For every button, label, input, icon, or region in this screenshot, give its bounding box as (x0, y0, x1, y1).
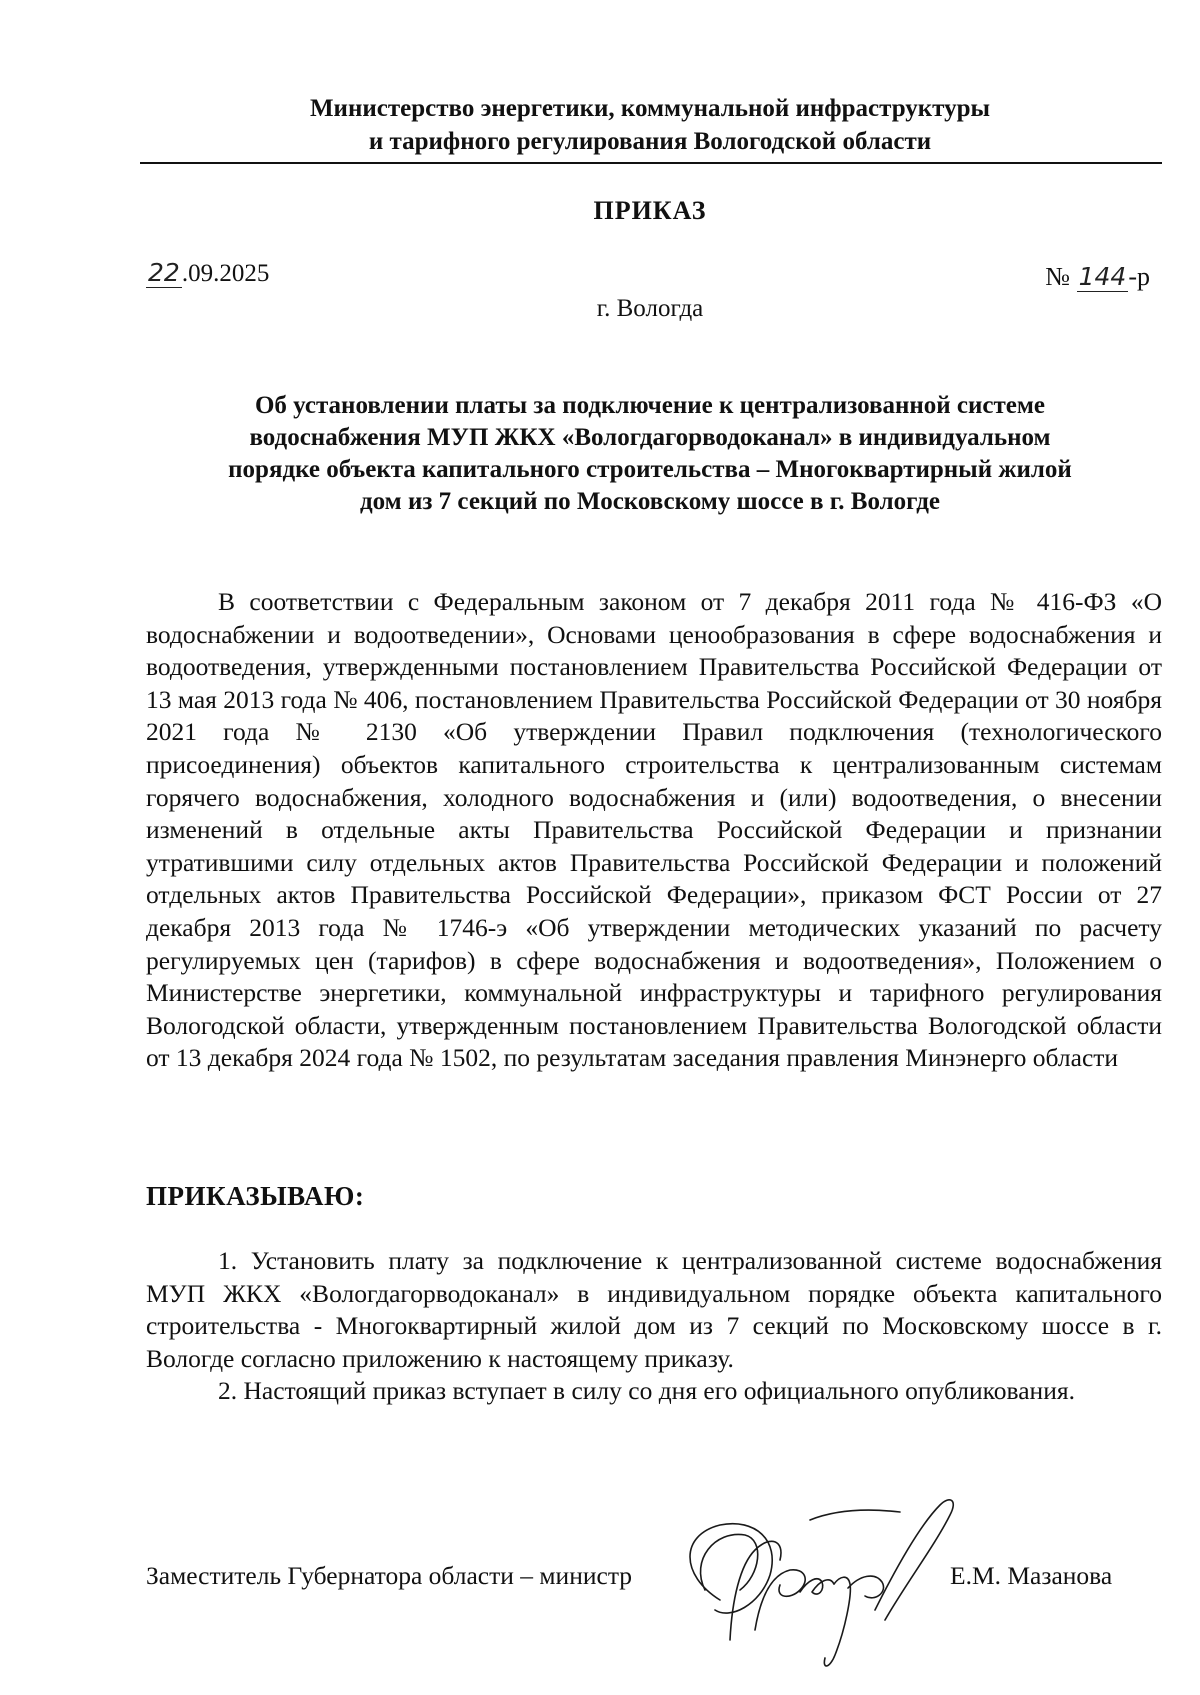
ministry-header (140, 92, 1160, 158)
handwritten-signature-icon (660, 1480, 970, 1680)
order-number (1045, 262, 1150, 292)
order-city: г. Вологда (596, 295, 704, 322)
date-month-year: .09.2025 (181, 260, 270, 287)
ministry-header-line-1: Министерство энергетики, коммунальной инфраструктуры (309, 95, 991, 122)
preamble-paragraph: В соответствии с Федеральным законом от 7 декабря 2011 года № 416-ФЗ «О водоснабжении и водоотведении», Основами ценообразования в сфере водоснабжения и водоотведения, утвержденными постановлением Правительства Российской Федерации от 13 мая 2013 года № 406, постановлением Правительства Российской Федерации от 30 ноября 2021 года № 2130 «Об утверждении Правил подключения (технологического присоединения) объектов капитального строительства к централизованным системам горячего водоснабжения, холодного водоснабжения и (или) водоотведения, о внесении изменений в отдельные акты Правительства Российской Федерации и признании утратившими силу отдельных актов Правительства Российской Федерации и положений отдельных актов Правительства Российской Федерации», приказом ФСТ России от 27 декабря 2013 года № 1746-э «Об утверждении методических указаний по расчету регулируемых цен (тарифов) в сфере водоснабжения и водоотведения», Положением о Министерстве энергетики, коммунальной инфраструктуры и тарифного регулирования Вологодской области, утвержденным постановлением Правительства Вологодской области от 13 декабря 2024 года № 1502, по результатам заседания правления Минэнерго области (146, 587, 1162, 1073)
handwritten-date-day: 22 (148, 258, 180, 287)
ministry-header-line-2: и тарифного регулирования Вологодской области (368, 128, 932, 155)
subject-line-2: водоснабжения МУП ЖКХ «Вологдагорводоканал» в индивидуальном (249, 424, 1051, 451)
signer-name: Е.М. Мазанова (950, 1561, 1113, 1590)
order-subject (140, 390, 1160, 518)
subject-line-3: порядке объекта капитального строительства – Многоквартирный жилой (228, 456, 1072, 483)
order-item-1: 1. Установить плату за подключение к централизованной системе водоснабжения МУП ЖКХ «Вологдагорводоканал» в индивидуальном порядке объекта капитального строительства - Многоквартирный жилой дом из 7 секций по Московскому шоссе в г. Вологде согласно приложению к настоящему приказу. (146, 1246, 1162, 1373)
signer-position: Заместитель Губернатора области – министр (146, 1561, 633, 1590)
document-title: ПРИКАЗ (593, 196, 707, 225)
order-items (146, 1245, 1162, 1408)
subject-line-1: Об установлении платы за подключение к централизованной системе (254, 392, 1046, 419)
header-divider (140, 162, 1162, 164)
subject-line-4: дом из 7 секций по Московскому шоссе в г. Вологде (360, 488, 940, 515)
order-directive-word: ПРИКАЗЫВАЮ: (146, 1181, 365, 1211)
order-item-2: 2. Настоящий приказ вступает в силу со дня его официального опубликования. (218, 1376, 1075, 1406)
number-suffix: -р (1128, 262, 1150, 291)
handwritten-order-number: 144 (1078, 262, 1127, 291)
preamble (146, 586, 1162, 1075)
number-sign: № (1045, 262, 1071, 291)
order-date (146, 258, 269, 288)
